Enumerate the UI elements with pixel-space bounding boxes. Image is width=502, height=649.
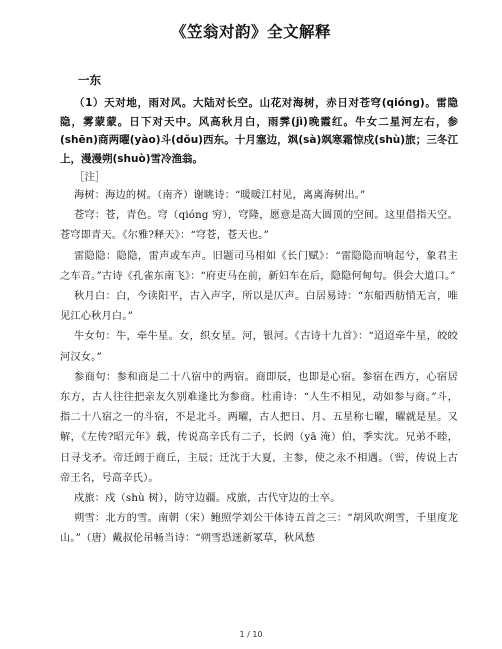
note-paragraph: 海树：海边的树。（南齐）谢眺诗：“暖暖江村见，离离海树出。” — [74, 190, 366, 201]
page-number: 1 / 10 — [239, 630, 263, 639]
note-paragraph: 苍穹：苍，青色。穹（qióng 穷），穹隆，愿意是高大圆顶的空间。这里借指天空。苍穹即青天。《尔雅?释天》：“穹苍，苍天也。” — [60, 210, 458, 242]
note-paragraph: 戍旅：戍（shù 树），防守边疆。戍旅，古代守边的士卒。 — [74, 493, 341, 505]
note-paragraph: 参商句：参和商是二十八宿中的两宿。商即辰，也即是心宿。参宿在西方，心宿居东方，古人往往把亲友久别难逢比为参商。杜甫诗：“人生不相见，动如参与商。”斗，指二十八宿之一的斗宿，不是北斗。两曜，古人把日、月、五星称七曜，曜就是星。又解，《左传?昭元年》载，传说高辛氏有二子，长阏（yā 淹）伯，季实沈。兄弟不睦，日寻戈矛。帝迁阏于商丘，主辰；迁沈于大夏，主参，使之永不相遇。（喾，传说上古帝王名，号高辛氏）。 — [60, 371, 458, 484]
verse-paragraph: （1）天对地，雨对风。大陆对长空。山花对海树，赤日对苍穹(qióng)。雷隐隐，雾蒙蒙。日下对天中。风高秋月白，雨霁(jì)晚霞红。牛女二星河左右，参(shēn)商两曜(yào)斗(dǒu)西东。十月塞边，飒(sà)飒寒霜惊戍(shù)旅；三冬江上，漫漫朔(shuò)雪冷渔翁。 — [60, 97, 458, 165]
document-body — [60, 72, 458, 550]
note-paragraph: 朔雪：北方的雪。南朝（宋）鲍照学刘公干体诗五首之三：“胡风吹朔雪，千里度龙山。”（唐）戴叔伦吊畅当诗：“朔雪恐迷新冢草，秋风愁 — [60, 513, 458, 545]
notes-label: ［注］ — [74, 171, 106, 183]
section-heading: 一东 — [78, 73, 101, 87]
note-paragraph: 牛女句：牛，牵牛星。女，织女星。河，银河。《古诗十九首》：“迢迢牵牛星，皎皎河汉女。” — [60, 331, 458, 363]
note-paragraph: 雷隐隐：隐隐，雷声或车声。旧题司马相如《长门赋》：“雷隐隐而响起兮，象君主之车音。”古诗《孔雀东南飞》：“府吏马在前，新妇车在后，隐隐何甸句。俱会大道口。” — [60, 250, 458, 282]
document-title: 《笠翁对韵》全文解释 — [170, 23, 331, 41]
note-paragraph: 秋月白：白，今读阳平，古入声字，所以是仄声。白居易诗：“东船西舫悄无言，唯见江心秋月白。” — [60, 291, 458, 323]
